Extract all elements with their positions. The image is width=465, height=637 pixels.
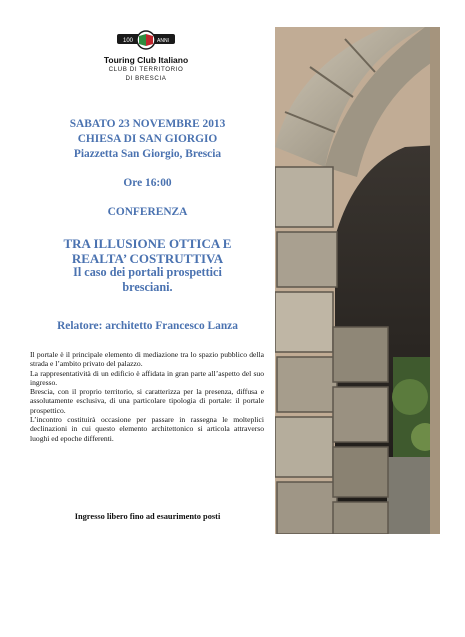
event-speaker: Relatore: architetto Francesco Lanza (57, 320, 238, 332)
event-address: Piazzetta San Giorgio, Brescia (73, 148, 222, 160)
entry-notice: Ingresso libero fino ad esaurimento posti (74, 512, 221, 521)
club-name: Touring Club Italiano (103, 55, 189, 65)
event-title-line1: TRA ILLUSIONE OTTICA E (63, 236, 232, 251)
event-subtitle-line1: Il caso dei portali prospettici (73, 265, 222, 279)
event-subtitle-line2: bresciani. (122, 279, 173, 294)
description-paragraph: Il portale è il principale elemento di mediazione tra lo spazio pubblico della strada e l’ambito privato del palazzo. (30, 350, 264, 369)
description-paragraph: La rappresentatività di un edificio è affidata in gran parte all’aspetto del suo ingresso. (30, 368, 264, 387)
event-subtitle (20, 265, 275, 294)
touring-club-logo (86, 30, 206, 83)
event-when-where (20, 117, 275, 162)
event-time: Ore 16:00 (123, 177, 172, 189)
event-venue: CHIESA DI SAN GIORGIO (77, 133, 218, 145)
description-paragraph: Brescia, con il proprio territorio, si caratterizza per la presenza, diffusa e assolutamente esclusiva, di una particolare tipologia di portale: il portale prospettico. (30, 387, 264, 415)
event-type: CONFERENZA (107, 206, 188, 218)
portal-photo (275, 27, 440, 534)
event-title-line2: REALTA’ COSTRUTTIVA (71, 250, 224, 266)
event-description (30, 350, 264, 443)
stone-portal-image (275, 27, 440, 534)
logo-badge-icon (115, 30, 177, 52)
club-territory: CLUB DI TERRITORIO (108, 66, 184, 73)
event-date: SABATO 23 NOVEMBRE 2013 (69, 118, 226, 130)
description-paragraph: L’incontro costituirà occasione per passare in rassegna le molteplici declinazioni in cui questo elemento architettonico si articola attraverso luoghi ed epoche differenti. (30, 415, 264, 443)
club-city: DI BRESCIA (125, 75, 167, 82)
badge-left-text: 100 (123, 38, 134, 44)
badge-right-text: ANNI (157, 38, 169, 44)
event-title (20, 237, 275, 266)
